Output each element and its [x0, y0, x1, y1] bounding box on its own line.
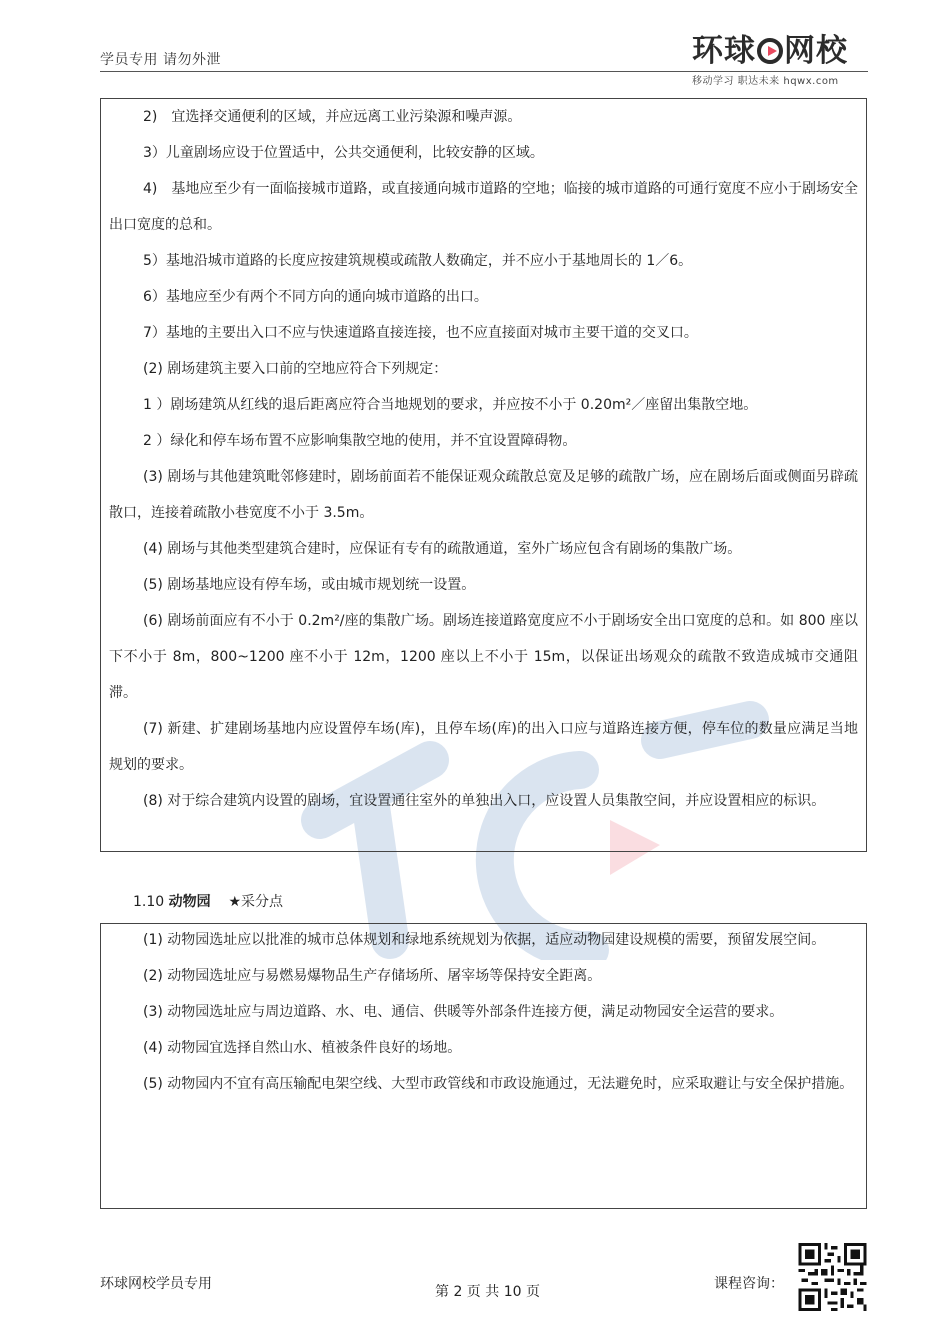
hqwx-logo [692, 32, 868, 90]
paragraph: (2) 剧场建筑主要入口前的空地应符合下列规定： [143, 361, 448, 377]
paragraph: 2 ）绿化和停车场布置不应影响集散空地的使用，并不宜设置障碍物。 [143, 433, 577, 449]
paragraph: 2) 宜选择交通便利的区域，并应远离工业污染源和噪声源。 [143, 109, 522, 125]
logo-slogan: 移动学习 职达未来 hqwx.com [692, 76, 839, 87]
section-name: 动物园 [168, 894, 211, 910]
page-number: 第 2 页 共 10 页 [435, 1284, 540, 1300]
footer-left-text: 环球网校学员专用 [100, 1276, 212, 1292]
section-tag: ★采分点 [228, 894, 283, 910]
play-circle-icon [757, 38, 783, 64]
paragraph: (5) 剧场基地应设有停车场，或由城市规划统一设置。 [143, 577, 476, 593]
paragraph: (6) 剧场前面应有不小于 0.2m²/座的集散广场。剧场连接道路宽度应不小于剧场安全出口宽度的总和。如 800 座以下不小于 8m，800~1200 座不小于 12m，1200 座以上不小于 15m，以保证出场观众的疏散不致造成城市交通阻滞。 [109, 613, 858, 701]
paragraph: 1 ）剧场建筑从红线的退后距离应符合当地规划的要求，并应按不小于 0.20m²／座留出集散空地。 [143, 397, 758, 413]
section-heading [133, 891, 283, 911]
paragraph: 7）基地的主要出入口不应与快速道路直接连接，也不应直接面对城市主要干道的交叉口。 [143, 325, 698, 341]
paragraph: 6）基地应至少有两个不同方向的通向城市道路的出口。 [143, 289, 488, 305]
paragraph: 5）基地沿城市道路的长度应按建筑规模或疏散人数确定，并不应小于基地周长的 1／6。 [143, 253, 693, 269]
logo-wordmark [692, 32, 868, 70]
paragraph: (4) 剧场与其他类型建筑合建时，应保证有专有的疏散通道，室外广场应包含有剧场的集散广场。 [143, 541, 742, 557]
section-number: 1.10 [133, 894, 165, 910]
qr-code-icon[interactable] [797, 1243, 868, 1311]
content-box-theater [100, 98, 867, 852]
paragraph: (3) 剧场与其他建筑毗邻修建时，剧场前面若不能保证观众疏散总宽及足够的疏散广场，应在剧场后面或侧面另辟疏散口，连接着疏散小巷宽度不小于 3.5m。 [109, 469, 858, 521]
paragraph: 4) 基地应至少有一面临接城市道路，或直接通向城市道路的空地；临接的城市道路的可通行宽度不应小于剧场安全出口宽度的总和。 [109, 181, 858, 233]
paragraph: 3）儿童剧场应设于位置适中，公共交通便利，比较安静的区域。 [143, 145, 544, 161]
paragraph: (3) 动物园选址应与周边道路、水、电、通信、供暖等外部条件连接方便，满足动物园安全运营的要求。 [143, 1004, 784, 1020]
paragraph: (1) 动物园选址应以批准的城市总体规划和绿地系统规划为依据，适应动物园建设规模的需要，预留发展空间。 [143, 932, 826, 948]
logo-text-right: 网校 [784, 33, 848, 69]
paragraph: (5) 动物园内不宜有高压输配电架空线、大型市政管线和市政设施通过，无法避免时，应采取避让与安全保护措施。 [143, 1076, 854, 1092]
content-box-zoo [100, 923, 867, 1209]
paragraph: (8) 对于综合建筑内设置的剧场，宜设置通往室外的单独出入口，应设置人员集散空间，并应设置相应的标识。 [143, 793, 826, 809]
paragraph: (2) 动物园选址应与易燃易爆物品生产存储场所、屠宰场等保持安全距离。 [143, 968, 602, 984]
logo-text-left: 环球 [692, 33, 756, 69]
header-left-text: 学员专用 请勿外泄 [100, 52, 221, 68]
consult-label: 课程咨询： [714, 1276, 784, 1292]
paragraph: (7) 新建、扩建剧场基地内应设置停车场(库)，且停车场(库)的出入口应与道路连接方便，停车位的数量应满足当地规划的要求。 [109, 721, 858, 773]
paragraph: (4) 动物园宜选择自然山水、植被条件良好的场地。 [143, 1040, 462, 1056]
